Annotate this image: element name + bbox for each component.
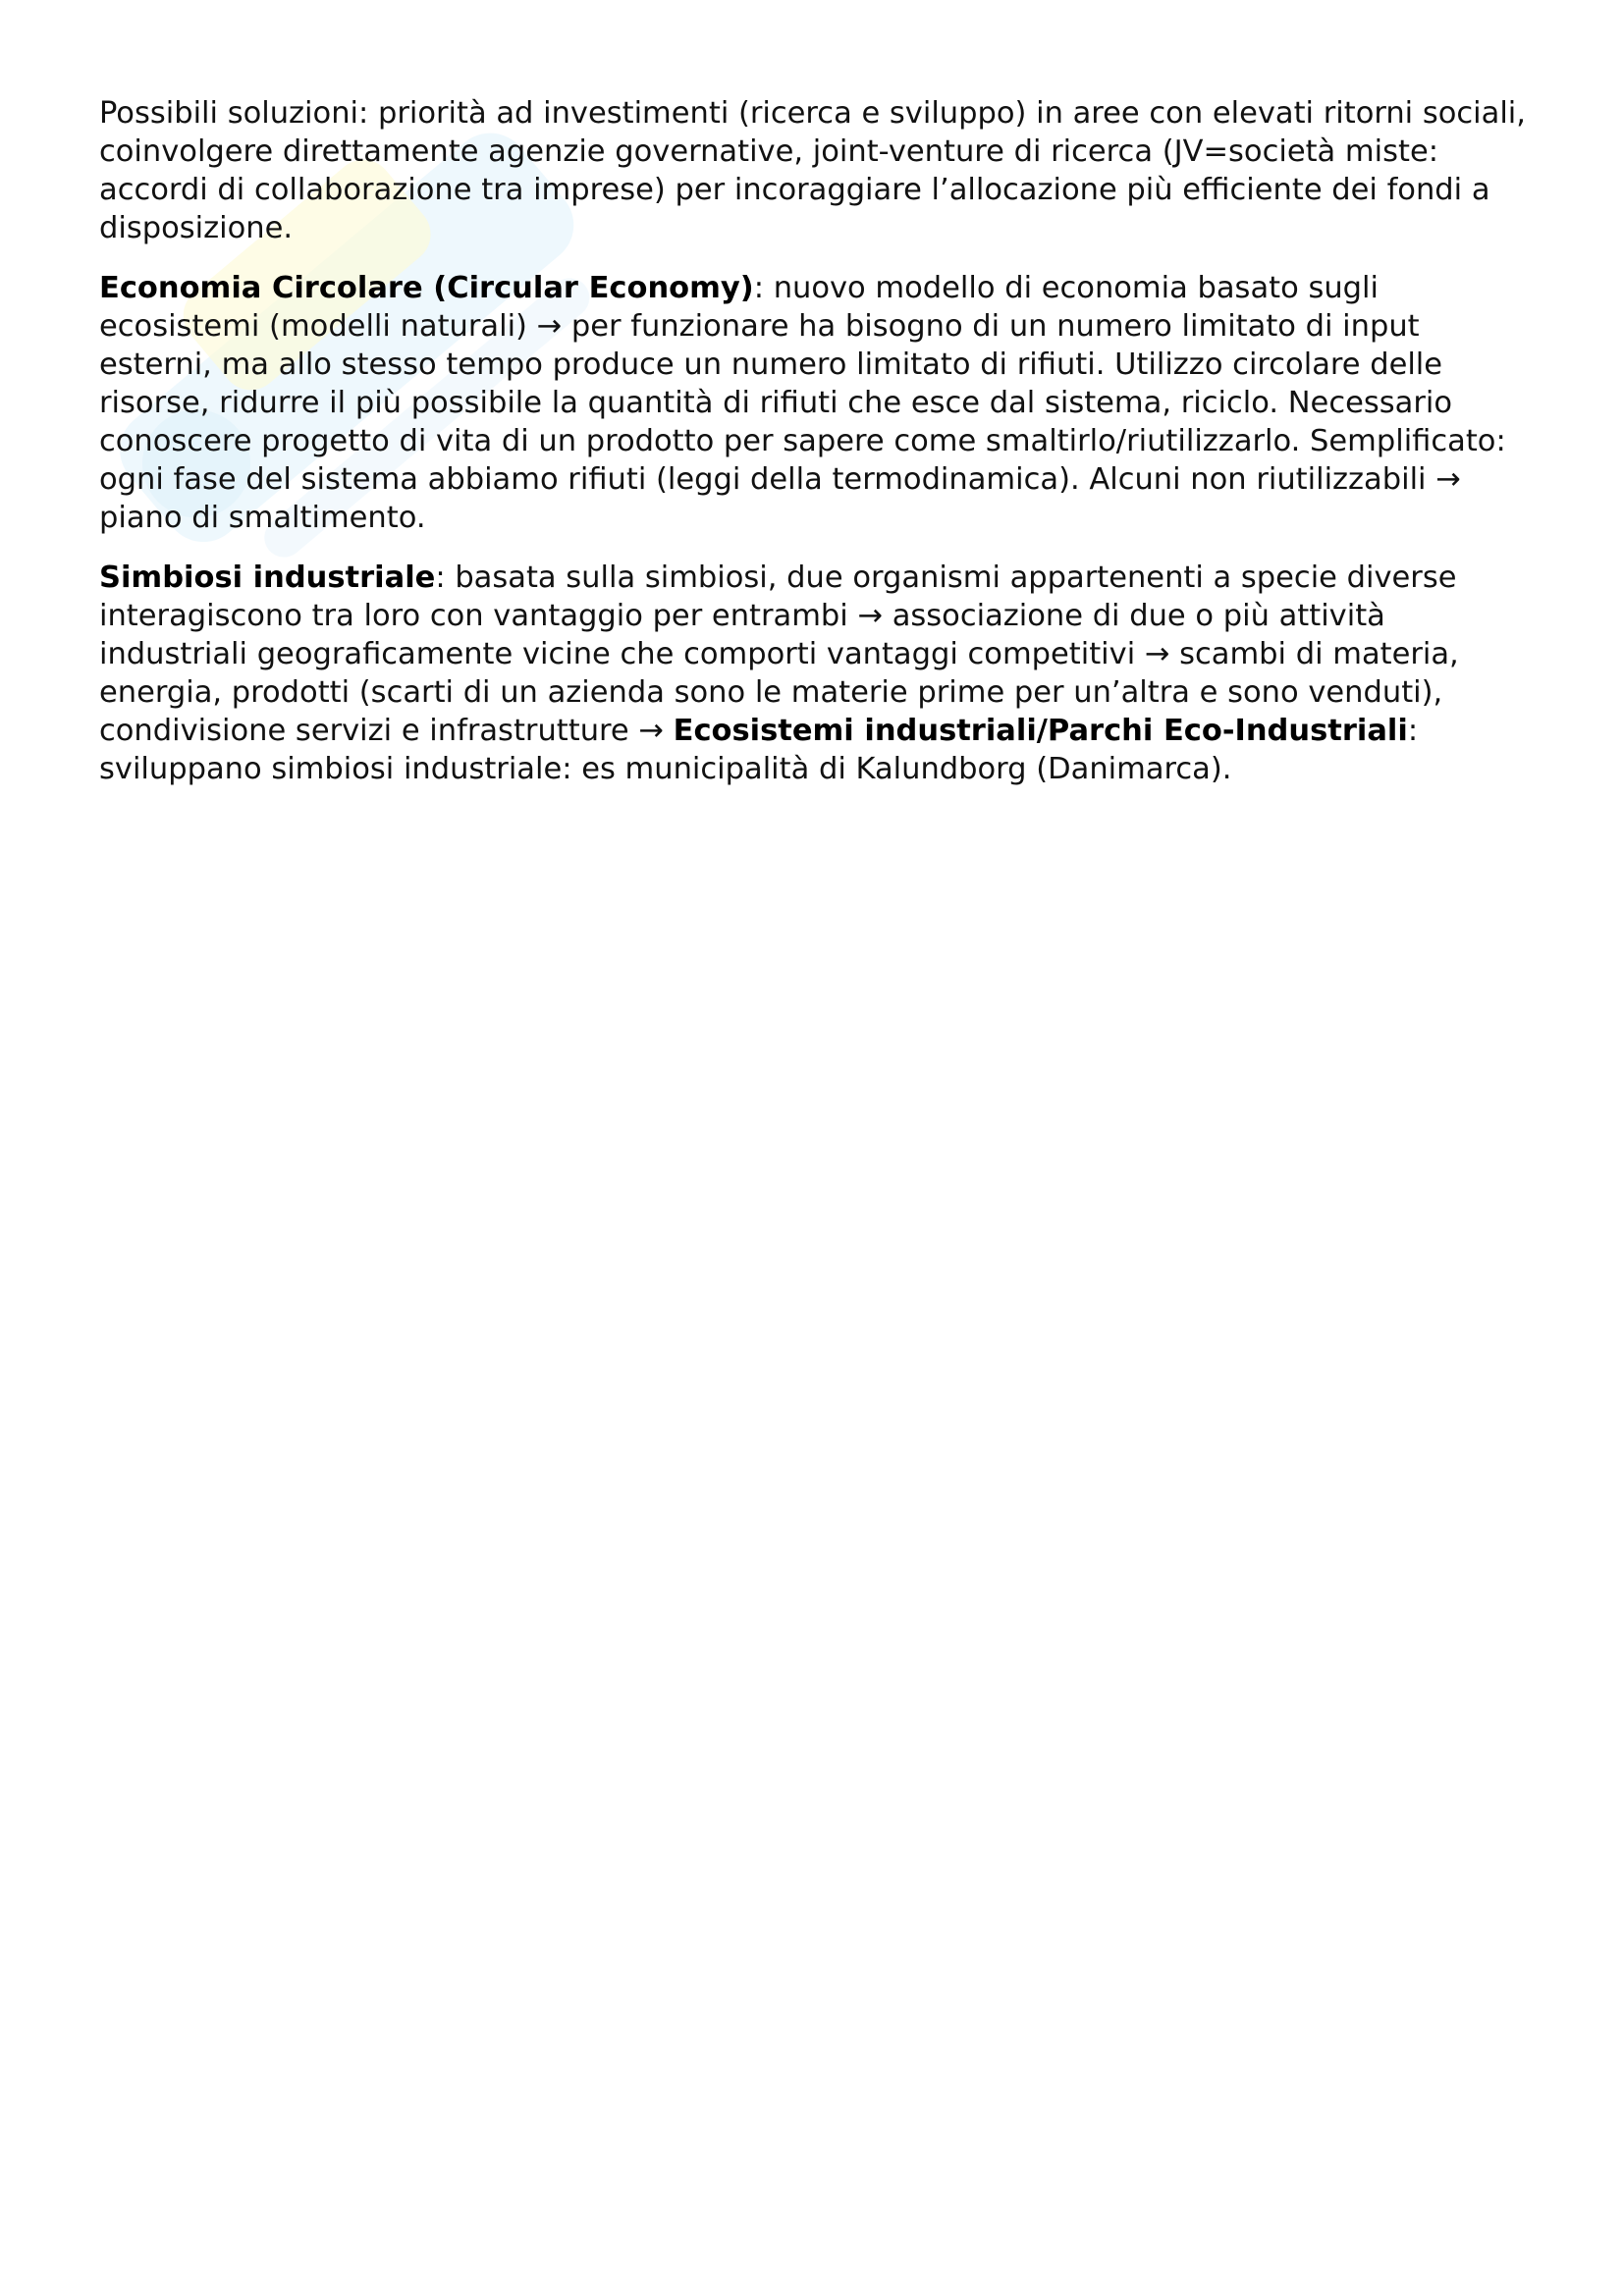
term-simbiosi-industriale: Simbiosi industriale <box>99 561 436 595</box>
paragraph-possibili-soluzioni <box>99 94 1533 247</box>
paragraph-text: : basata sulla simbiosi, due organismi appartenenti a specie diverse interagiscono tra loro con vantaggio per entrambi → associazione di due o più attività industriali geograficamente vicine che comporti vantaggi competitivi → scambi di materia, energia, prodotti (scarti di un azienda sono le materie prime per un’altra e sono venduti), condivisione servizi e infrastrutture → <box>99 561 1459 748</box>
term-economia-circolare: Economia Circolare (Circular Economy) <box>99 271 754 305</box>
paragraph-text: : sviluppano simbiosi industriale: es municipalità di Kalundborg (Danimarca). <box>99 714 1419 786</box>
paragraph-text: : nuovo modello di economia basato sugli ecosistemi (modelli naturali) → per funzionare ha bisogno di un numero limitato di input esterni, ma allo stesso tempo produce un numero limitato di rifiuti. Utilizzo circolare delle risorse, ridurre il più possibile la quantità di rifiuti che esce dal sistema, riciclo. Necessario conoscere progetto di vita di un prodotto per sapere come smaltirlo/riutilizzarlo. Semplificato: ogni fase del sistema abbiamo rifiuti (leggi della termodinamica). Alcuni non riutilizzabili → piano di smaltimento. <box>99 271 1506 535</box>
document-body <box>99 94 1533 810</box>
paragraph-text: Possibili soluzioni: priorità ad investimenti (ricerca e sviluppo) in aree con elevati ritorni sociali, coinvolgere direttamente agenzie governative, joint-venture di ricerca (JV=società miste: accordi di collaborazione tra imprese) per incoraggiare l’allocazione più efficiente dei fondi a disposizione. <box>99 96 1526 245</box>
paragraph-simbiosi-industriale <box>99 559 1533 788</box>
term-ecosistemi-industriali: Ecosistemi industriali/Parchi Eco-Industriali <box>673 714 1408 748</box>
paragraph-economia-circolare <box>99 269 1533 537</box>
